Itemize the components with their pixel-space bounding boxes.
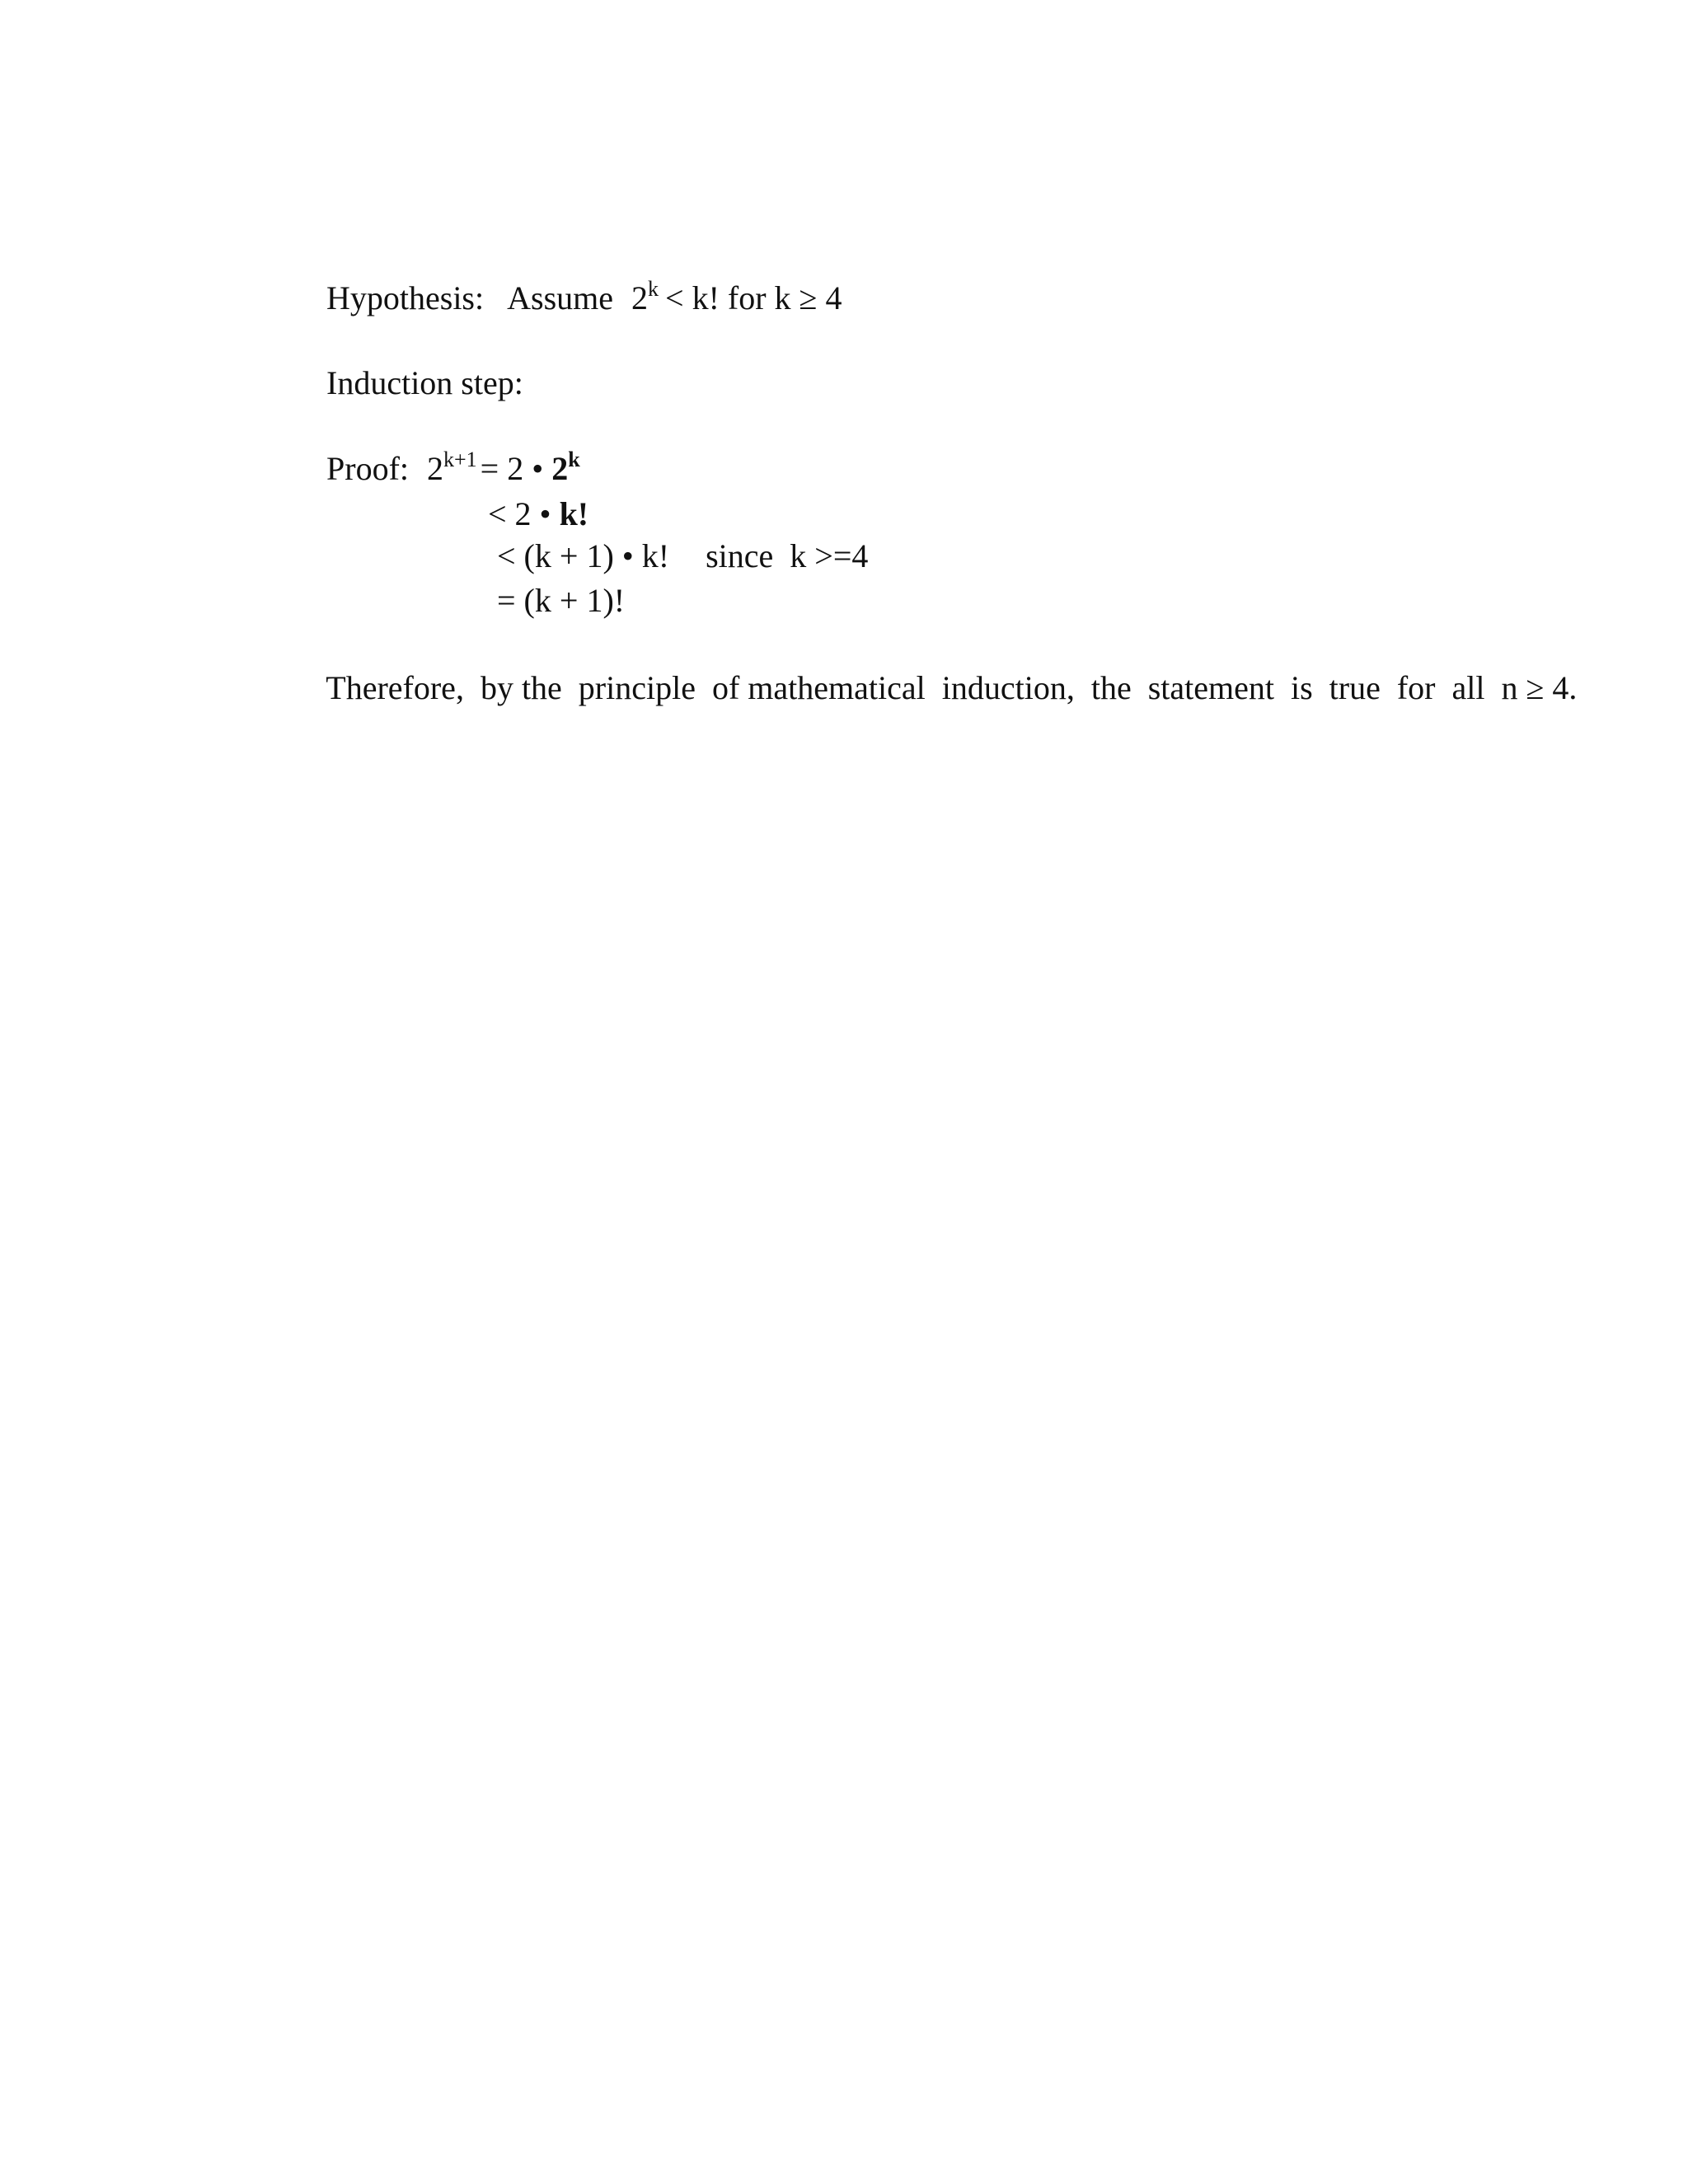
proof-line-4-expression: = (k + 1)! [497, 582, 626, 619]
proof-line-3-expression: < (k + 1) • k! [497, 537, 670, 574]
proof-lhs-exponent: k+1 [443, 448, 477, 471]
proof-line-2-bold: k! [559, 495, 589, 532]
conclusion-text: Therefore, by the principle of mathematical induction, the statement is true for all n ≥ 4. [326, 669, 1578, 706]
proof-line-3-reason: since k >=4 [706, 537, 869, 574]
proof-rhs-bold-base: 2 [551, 450, 569, 487]
hypothesis-base: 2 [631, 279, 649, 316]
proof-label: Proof: [326, 450, 409, 487]
hypothesis-label: Hypothesis: [326, 279, 485, 316]
conclusion-line [293, 629, 1577, 748]
hypothesis-exponent: k [648, 277, 659, 301]
hypothesis-assume: Assume [507, 279, 614, 316]
induction-step-label: Induction step: [326, 364, 523, 401]
proof-rhs-prefix: = 2 • [480, 450, 552, 487]
proof-rhs-bold-exponent: k [568, 448, 580, 471]
hypothesis-inequality: < k! for k ≥ 4 [665, 279, 842, 316]
proof-lhs-base: 2 [427, 450, 443, 487]
proof-line-2-prefix: < 2 • [488, 495, 560, 532]
